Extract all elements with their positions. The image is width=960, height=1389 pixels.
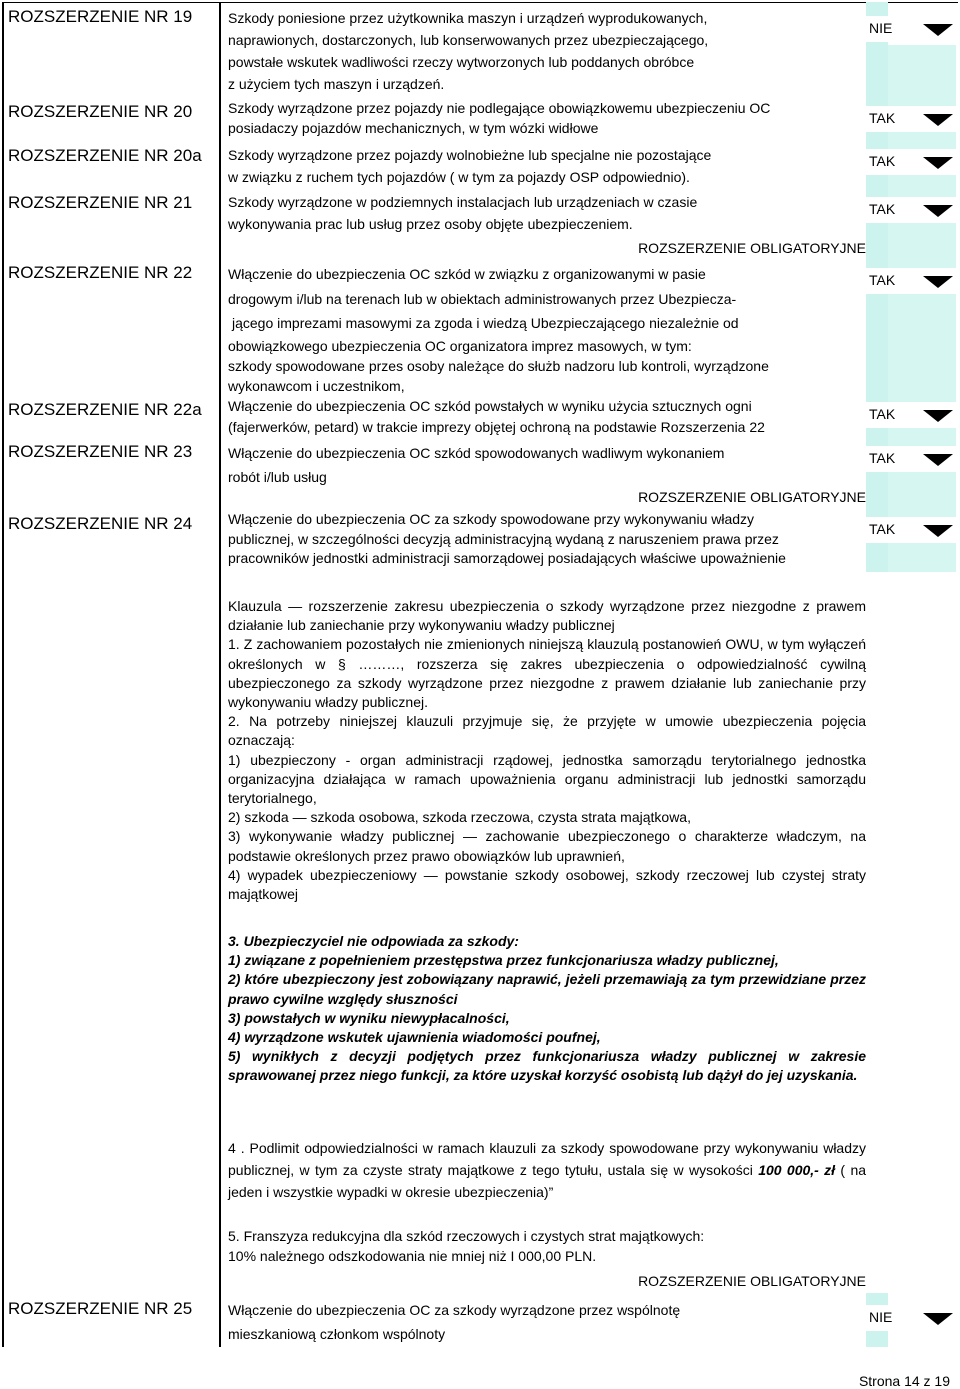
option-select-21[interactable]: [866, 197, 956, 223]
row-code-22a: ROZSZERZENIE NR 22a: [8, 400, 202, 419]
row-desc-19: [228, 7, 708, 95]
desc-line: naprawionych, dostarczonych, lub konserwowanych przez ubezpieczającego,: [228, 32, 709, 48]
desc-line: robót i/lub usług: [228, 469, 327, 485]
clause-block: [228, 597, 866, 904]
option-select-22[interactable]: [866, 268, 956, 294]
select-value: TAK: [869, 450, 896, 466]
row-desc-22a: [228, 396, 765, 438]
chevron-down-icon[interactable]: [923, 525, 953, 537]
select-value: NIE: [869, 1309, 893, 1325]
desc-line: publicznej, w szczególności decyzją administracyjną wydaną z naruszeniem prawa przez: [228, 530, 779, 547]
select-value: TAK: [869, 153, 896, 169]
select-value: NIE: [869, 20, 893, 36]
left-border: [2, 2, 4, 1347]
chevron-down-icon[interactable]: [923, 24, 953, 36]
desc-line: Włączenie do ubezpieczenia OC za szkody spowodowane przy wykonywaniu władzy: [228, 511, 755, 527]
row-code-20: ROZSZERZENIE NR 20: [8, 102, 193, 121]
desc-line: z użyciem tych maszyn i urządzeń.: [228, 76, 445, 92]
top-border: [2, 2, 958, 3]
exclusion-item: 5) wynikłych z decyzji podjętych przez funkcjonariusza władzy publicznej w zakresie sprawowanej przez niego funkcji, za które uzyskał korzyść osobistą lub dążył do jej uzyskania.: [228, 1048, 866, 1084]
row-code-23: ROZSZERZENIE NR 23: [8, 442, 193, 461]
exclusion-item: 1) związane z popełnieniem przestępstwa przez funkcjonariusza władzy publicznej,: [228, 952, 779, 969]
desc-line: wykonawcom i uczestnikom,: [228, 377, 405, 394]
franchise-block: [228, 1226, 866, 1266]
desc-line: Włączenie do ubezpieczenia OC szkód w związku z organizowanymi w pasie: [228, 266, 706, 282]
desc-line: posiadaczy pojazdów mechanicznych, w tym wózki widłowe: [228, 120, 599, 136]
desc-line: Włączenie do ubezpieczenia OC za szkody wyrządzone przez wspólnotę: [228, 1302, 681, 1318]
sublimit-tail: ( na jeden i wszystkie wypadki w okresie ubezpieczenia)”: [228, 1162, 867, 1200]
row-code-25: ROZSZERZENIE NR 25: [8, 1299, 193, 1318]
sublimit-text: [228, 1137, 866, 1203]
chevron-down-icon[interactable]: [923, 1313, 953, 1325]
row-code-21: ROZSZERZENIE NR 21: [8, 193, 193, 212]
option-select-19[interactable]: [866, 16, 956, 42]
sublimit-block: [228, 1137, 866, 1203]
franchise-value: 10% należnego odszkodowania nie mniej niż I 000,00 PLN.: [228, 1248, 597, 1264]
sublimit-description: 4 . Podlimit odpowiedzialności w ramach klauzuli za szkody spowodowane przy wykonywaniu władzy publicznej, w tym za czyste straty majątkowe z tego tytułu, ustala się w wysokości: [228, 1140, 866, 1178]
chevron-down-icon[interactable]: [923, 205, 953, 217]
desc-line: w związku z ruchem tych pojazdów ( w tym za pojazdy OSP odpowiednio).: [228, 169, 690, 185]
obligatory-note-25: ROZSZERZENIE OBLIGATORYJNE: [638, 1273, 866, 1289]
exclusions-heading: 3. Ubezpieczyciel nie odpowiada za szkody:: [228, 933, 519, 949]
chevron-down-icon[interactable]: [923, 410, 953, 422]
option-select-23[interactable]: [866, 446, 956, 472]
row-desc-23: [228, 441, 724, 489]
select-value: TAK: [869, 406, 896, 422]
desc-line: wykonywania prac lub usług przez osoby objęte ubezpieczeniem.: [228, 216, 633, 232]
desc-line: mieszkaniową członkom wspólnoty: [228, 1326, 446, 1342]
chevron-down-icon[interactable]: [923, 276, 953, 288]
desc-line: Szkody wyrządzone w podziemnych instalacjach lub urządzeniach w czasie: [228, 194, 698, 210]
code-column-divider: [219, 2, 221, 1347]
clause-definition: 2) szkoda — szkoda osobowa, szkoda rzeczowa, czysta strata majątkowa,: [228, 809, 691, 826]
row-desc-21: [228, 191, 697, 235]
select-value: TAK: [869, 201, 896, 217]
row-desc-22: [228, 262, 769, 396]
chevron-down-icon[interactable]: [923, 157, 953, 169]
exclusion-item: 2) które ubezpieczony jest zobowiązany naprawić, jeżeli przemawiają za tym przewidziane przez prawo cywilne względy słuszności: [228, 971, 866, 1007]
desc-line: pracowników jednostki administracji samorządowej posiadających właściwe upoważnienie: [228, 550, 786, 566]
sublimit-amount: 100 000,- zł: [758, 1162, 836, 1178]
select-value: TAK: [869, 272, 896, 288]
row-desc-20a: [228, 144, 711, 188]
desc-line: (fajerwerków, petard) w trakcie imprezy objętej ochroną na podstawie Rozszerzenia 22: [228, 419, 765, 435]
clause-definition: 4) wypadek ubezpieczeniowy — powstanie szkody osobowej, szkody rzeczowej lub czystej straty majątkowej: [228, 866, 866, 903]
franchise-line: 5. Franszyza redukcyjna dla szkód rzeczowych i czystych strat majątkowych:: [228, 1228, 705, 1244]
page-number: Strona 14 z 19: [858, 1373, 950, 1389]
clause-definition: 1) ubezpieczony - organ administracji rządowej, jednostka samorządu terytorialnego jednostka organizacyjna działająca w ramach upoważnienia organu administracji lub jednostki samorządu terytorialnego,: [228, 751, 866, 807]
desc-line: Włączenie do ubezpieczenia OC szkód spowodowanych wadliwym wykonaniem: [228, 445, 725, 461]
row-desc-25: [228, 1298, 680, 1346]
option-select-24[interactable]: [866, 517, 956, 543]
desc-line: Szkody poniesione przez użytkownika maszyn i urządzeń wyprodukowanych,: [228, 10, 708, 26]
desc-line: Włączenie do ubezpieczenia OC szkód powstałych w wyniku użycia sztucznych ogni: [228, 398, 752, 414]
select-value: TAK: [869, 110, 896, 126]
desc-line: jącego imprezami masowymi za zgoda i wiedzą Ubezpieczającego niezależnie od: [232, 315, 739, 331]
desc-line: Szkody wyrządzone przez pojazdy nie podlegające obowiązkowemu ubezpieczeniu OC: [228, 100, 771, 116]
chevron-down-icon[interactable]: [923, 114, 953, 126]
obligatory-note-21: ROZSZERZENIE OBLIGATORYJNE: [638, 240, 866, 256]
exclusion-item: 3) powstałych w wyniku niewypłacalności,: [228, 1009, 510, 1026]
row-desc-24: [228, 510, 786, 569]
chevron-down-icon[interactable]: [923, 454, 953, 466]
row-code-24: ROZSZERZENIE NR 24: [8, 514, 193, 533]
exclusions-block: [228, 932, 866, 1086]
clause-title: Klauzula — rozszerzenie zakresu ubezpieczenia o szkody wyrządzone przez niezgodne z prawem działanie lub zaniechanie przy wykonywaniu władzy publicznej: [228, 598, 866, 634]
option-select-20[interactable]: [866, 106, 956, 132]
desc-line: drogowym i/lub na terenach lub w obiektach administrowanych przez Ubezpiecza-: [228, 290, 737, 307]
select-value: TAK: [869, 521, 896, 537]
row-code-20a: ROZSZERZENIE NR 20a: [8, 146, 202, 165]
desc-line: szkody spowodowane przes osoby należące do służb nadzoru lub kontroli, wyrządzone: [228, 357, 769, 374]
row-desc-20: [228, 98, 770, 138]
row-code-22: ROZSZERZENIE NR 22: [8, 263, 193, 282]
option-select-22a[interactable]: [866, 402, 956, 428]
row-code-19: ROZSZERZENIE NR 19: [8, 7, 193, 26]
option-select-25[interactable]: [866, 1305, 956, 1331]
clause-definition: 3) wykonywanie władzy publicznej — zachowanie ubezpieczonego o charakterze władczym, na podstawie określonych przez prawo obowiązków lub uprawnień,: [228, 828, 866, 864]
exclusion-item: 4) wyrządzone wskutek ujawnienia wiadomości poufnej,: [228, 1029, 601, 1046]
clause-point-2: 2. Na potrzeby niniejszej klauzuli przyjmuje się, że przyjęte w umowie ubezpieczenia pojęcia oznaczają:: [228, 713, 866, 749]
clause-point-1: 1. Z zachowaniem pozostałych nie zmienionych niniejszą klauzulą postanowień OWU, w tym wyłączeń określonych w § ………, rozszerza się zakres ubezpieczenia o odpowiedzialność cywilną ubezpieczonego za szkody wyrządzone przez niezgodne z prawem działanie lub zaniechanie przy wykonywaniu władzy publicznej.: [228, 636, 866, 711]
desc-line: Szkody wyrządzone przez pojazdy wolnobieżne lub specjalne nie pozostające: [228, 147, 712, 163]
obligatory-note-23: ROZSZERZENIE OBLIGATORYJNE: [638, 489, 866, 505]
desc-line: obowiązkowego ubezpieczenia OC organizatora imprez masowych, w tym:: [228, 337, 692, 354]
option-select-20a[interactable]: [866, 149, 956, 175]
desc-line: powstałe wskutek wadliwości rzeczy wytworzonych lub poddanych obróbce: [228, 54, 695, 70]
